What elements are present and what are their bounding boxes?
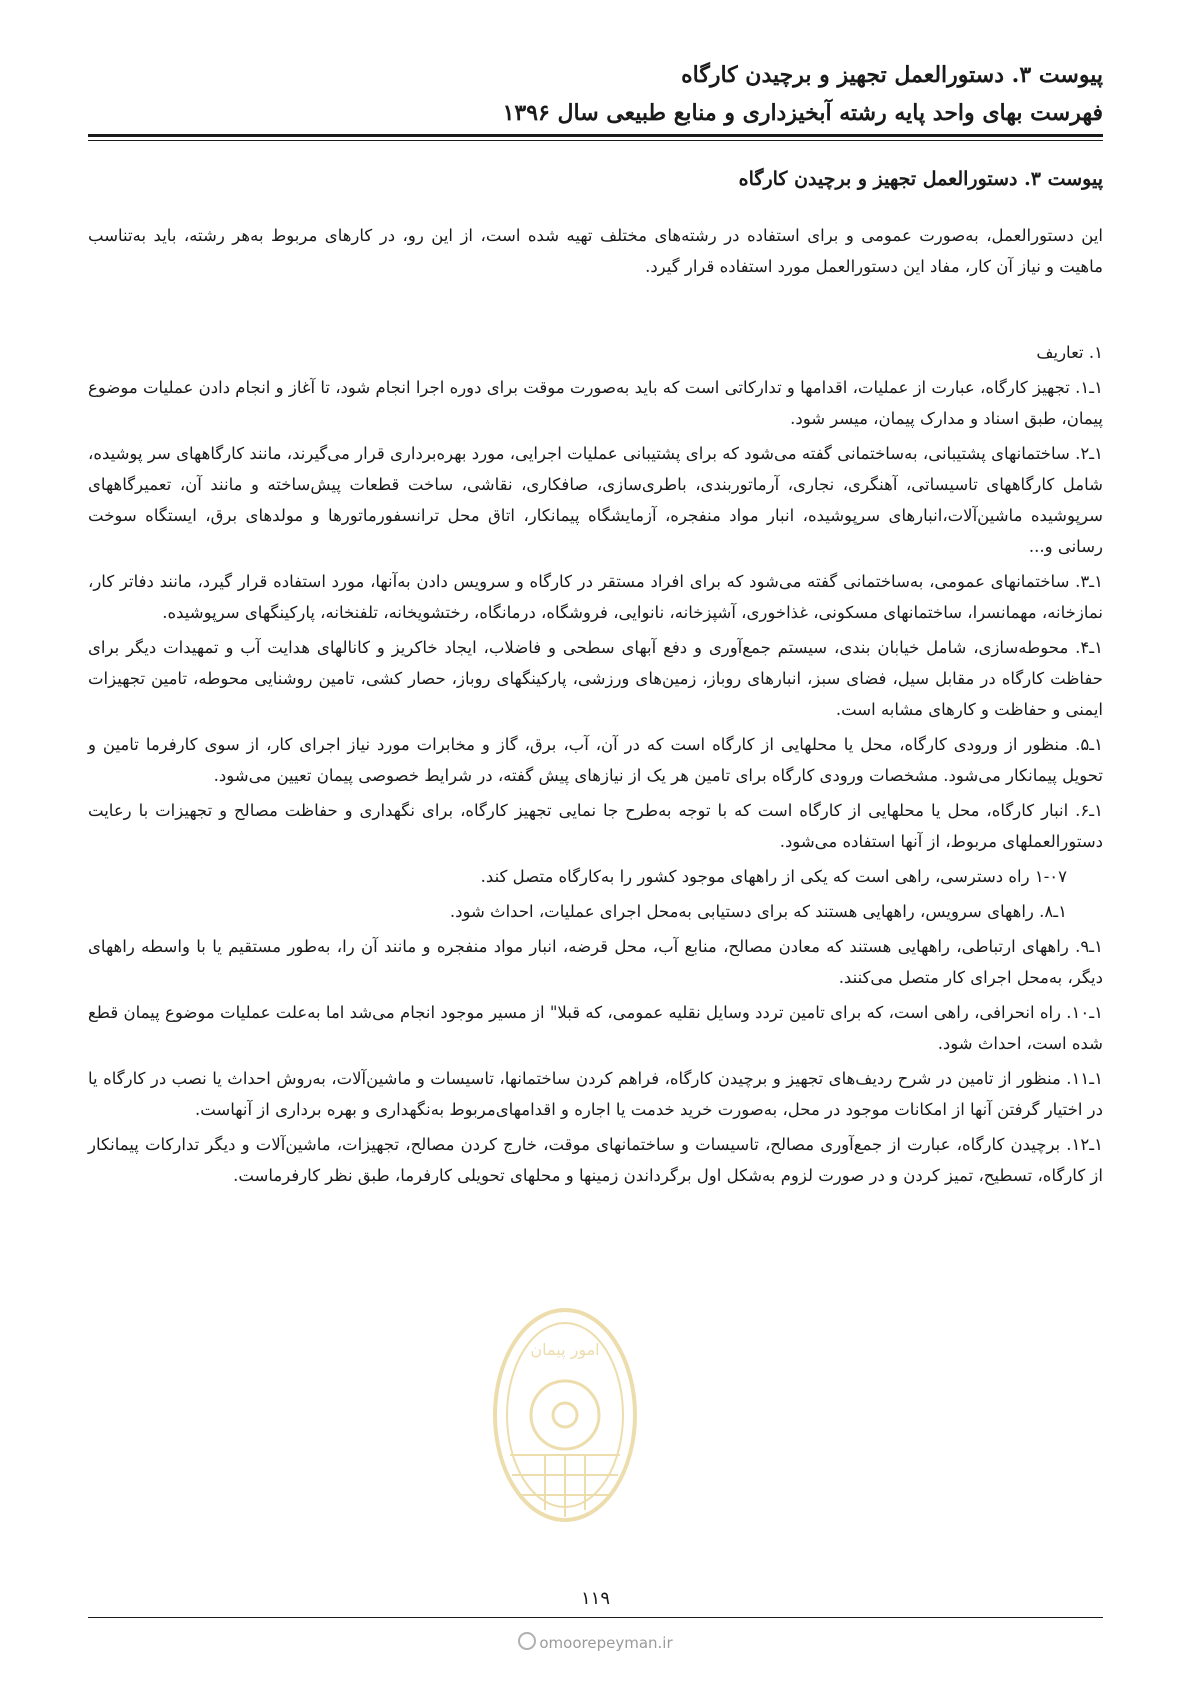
definition-item: ۱ـ۹. راههای ارتباطی، راههایی هستند که معادن مصالح، منابع آب، محل قرضه، انبار مواد منفجره و مانند آن را، به‌طور مستقیم یا با واسطه راههای دیگر، به‌محل اجرای کار متصل می‌کنند. — [88, 937, 1103, 987]
footer-rule — [88, 1617, 1103, 1618]
document-body — [88, 220, 1103, 1195]
intro-paragraph: این دستورالعمل، به‌صورت عمومی و برای استفاده در رشته‌های مختلف تهیه شده است، از این رو، در کارهای مربوط به‌هر رشته، باید به‌تناسب ماهیت و نیاز آن کار، مفاد این دستورالعمل مورد استفاده قرار گیرد. — [88, 226, 1103, 276]
page-number: ۱۱۹ — [580, 1588, 610, 1609]
definition-item: ۱ـ۶. انبار کارگاه، محل یا محلهایی از کارگاه است که با توجه به‌طرح جا نمایی تجهیز کارگاه، برای نگهداری و حفاظت مصالح و تجهیزات با رعایت دستورالعملهای مربوط، از آنها استفاده می‌شود. — [88, 801, 1103, 851]
running-header — [88, 56, 1103, 132]
definition-item: ۱ـ۲. ساختمانهای پشتیبانی، به‌ساختمانی گفته می‌شود که برای پشتیبانی عملیات اجرایی، مورد بهره‌برداری قرار می‌گیرند، مانند کارگاههای سر پوشیده، شامل کارگاههای تاسیساتی، آهنگری، نجاری، آرماتوربندی، باطری‌سازی، صافکاری، نقاشی، ساخت قطعات پیش‌ساخته و مانند آن، تعمیرگاههای سرپوشیده ماشین‌آلات،انبارهای سرپوشیده، انبار مواد منفجره، آزمایشگاه پیمانکار، اتاق محل ترانسفورماتورها و مولدهای برق، ایستگاه سوخت رسانی و... — [88, 444, 1103, 556]
at-sign-icon — [518, 1632, 536, 1650]
header-rule-thin — [88, 140, 1103, 141]
definition-item: ۱ـ۱. تجهیز کارگاه، عبارت از عملیات، اقدامها و تدارکاتی است که باید به‌صورت موقت برای دوره اجرا انجام شود، تا آغاز و انجام دادن عملیات موضوع پیمان، طبق اسناد و مدارک پیمان، میسر شود. — [88, 378, 1103, 428]
definition-item: ۱ـ۸. راههای سرویس، راههایی هستند که برای دستیابی به‌محل اجرای عملیات، احداث شود. — [449, 902, 1067, 921]
header-rule-thick — [88, 134, 1103, 137]
watermark-seal-icon — [490, 1305, 640, 1525]
definition-item: ۱ـ۱۲. برچیدن کارگاه، عبارت از جمع‌آوری مصالح، تاسیسات و ساختمانهای موقت، خارج کردن مصالح، تجهیزات، ماشین‌آلات و دیگر تدارکات پیمانکار از کارگاه، تسطیح، تمیز کردن و در صورت لزوم به‌شکل اول برگرداندن زمینها و محلهای تحویلی کارفرما، طبق نظر کارفرماست. — [88, 1135, 1103, 1185]
header-line-1: پیوست ۳. دستورالعمل تجهیز و برچیدن کارگاه — [681, 62, 1103, 88]
footer-site-text: omoorepeyman.ir — [539, 1634, 673, 1652]
definition-item: ۱ـ۱۰. راه انحرافی، راهی است، که برای تامین تردد وسایل نقلیه عمومی، که قبلا" از مسیر موجود انجام می‌شد اما به‌علت عملیات موضوع پیمان قطع شده است، احداث شود. — [88, 1003, 1103, 1053]
definition-item: ۱ـ۱۱. منظور از تامین در شرح ردیف‌های تجهیز و برچیدن کارگاه، فراهم کردن ساختمانها، تاسیسات و ماشین‌آلات، به‌روش احداث یا نصب در کارگاه یا در اختیار گرفتن آنها از امکانات موجود در محل، به‌صورت خرید خدمت یا اجاره و اقدامهای‌مربوط به‌نگهداری و بهره برداری از آنهاست. — [88, 1069, 1103, 1119]
footer-site — [0, 1632, 1191, 1652]
definition-item: ۱ـ۵. منظور از ورودی کارگاه، محل یا محلهایی از کارگاه است که در آن، آب، برق، گاز و مخابرات مورد نیاز اجرای کار، از سوی کارفرما تامین و تحویل پیمانکار می‌شود. مشخصات ورودی کارگاه برای تامین هر یک از نیازهای پیش گفته، در شرایط خصوصی پیمان تعیین می‌شود. — [88, 735, 1103, 785]
definitions-heading: ۱. تعاریف — [1036, 343, 1103, 362]
definition-item: ۱ـ۳. ساختمانهای عمومی، به‌ساختمانی گفته می‌شود که برای افراد مستقر در کارگاه و سرویس دادن به‌آنها، مورد استفاده قرار گیرد، مانند دفاتر کار، نمازخانه، مهمانسرا، ساختمانهای مسکونی، غذاخوری، آشپزخانه، نانوایی، فروشگاه، درمانگاه، رختشویخانه، تلفنخانه، پارکینگهای سرپوشیده. — [88, 572, 1103, 622]
definition-item: ۱-۰۷ راه دسترسی، راهی است که یکی از راههای موجود کشور را به‌کارگاه متصل کند. — [480, 867, 1067, 886]
header-line-2: فهرست بهای واحد پایه رشته آبخیزداری و منابع طبیعی سال ۱۳۹۶ — [502, 100, 1103, 126]
section-title: پیوست ۳. دستورالعمل تجهیز و برچیدن کارگاه — [738, 168, 1103, 190]
watermark-text: امور پیمان — [530, 1340, 600, 1359]
definition-item: ۱ـ۴. محوطه‌سازی، شامل خیابان بندی، سیستم جمع‌آوری و دفع آبهای سطحی و فاضلاب، ایجاد خاکریز و کانالهای هدایت آب و تمهیدات دیگر برای حفاظت کارگاه در مقابل سیل، فضای سبز، انبارهای روباز، زمین‌های ورزشی، پارکینگهای روباز، حصار کشی، تامین روشنایی محوطه، تامین تجهیزات ایمنی و حفاظت و کارهای مشابه است. — [88, 638, 1103, 719]
